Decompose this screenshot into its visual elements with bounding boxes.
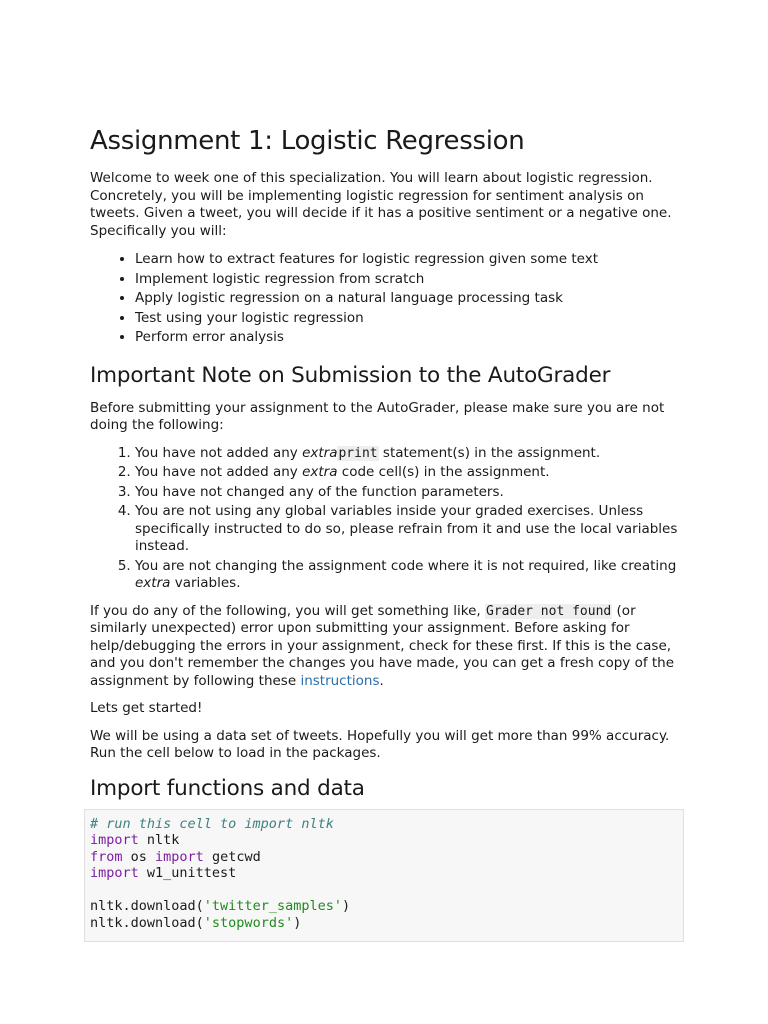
page-title: Assignment 1: Logistic Regression xyxy=(90,126,525,156)
objectives-list xyxy=(90,250,684,348)
list-item: 3. You have not changed any of the function parameters. xyxy=(135,484,684,502)
submission-note-intro: Before submitting your assignment to the AutoGrader, please make sure you are not doing the following: xyxy=(90,399,665,433)
code-blank-line xyxy=(90,882,678,899)
list-item: • Perform error analysis xyxy=(135,328,684,348)
list-item: • Learn how to extract features for logistic regression given some text xyxy=(135,250,684,270)
code-comment: # run this cell to import nltk xyxy=(90,815,334,832)
list-item: • Apply logistic regression on a natural language processing task xyxy=(135,289,684,309)
code-line: nltk.download('twitter_samples') xyxy=(90,898,351,914)
lets-get-started-text: Lets get started! xyxy=(90,700,203,716)
code-line: from os import getcwd xyxy=(90,848,261,865)
dataset-paragraph: We will be using a data set of tweets. Hopefully you will get more than 99% accuracy. Run the cell below to load in the packages. xyxy=(90,727,670,761)
rules-list xyxy=(90,445,684,593)
code-cell[interactable] xyxy=(84,809,684,943)
list-item: 4. You are not using any global variables inside your graded exercises. Unless specifically instructed to do so, please refrain from it and use the local variables instead. xyxy=(135,503,684,556)
list-item: 1. You have not added any extraprint statement(s) in the assignment. xyxy=(135,445,684,463)
inline-code: Grader not found xyxy=(486,603,612,619)
list-item: 5. You are not changing the assignment code where it is not required, like creating extra variables. xyxy=(135,558,684,593)
instructions-link[interactable]: instructions xyxy=(300,672,380,689)
import-heading: Import functions and data xyxy=(90,775,365,801)
inline-code: print xyxy=(338,445,378,461)
submission-note-heading: Important Note on Submission to the AutoGrader xyxy=(90,362,611,388)
code-line: nltk.download('stopwords') xyxy=(90,914,302,931)
code-line: import w1_unittest xyxy=(90,865,237,881)
list-item: • Test using your logistic regression xyxy=(135,309,684,329)
warning-paragraph: If you do any of the following, you will get something like, Grader not found (or similarly unexpected) error upon submitting your assignment. Before asking for help/debugging the errors in your assignment, check for these first. If this is the case, and you don't remember the changes you have made, you can get a fresh copy of the assignment by following these instructions. xyxy=(90,602,675,689)
list-item: • Implement logistic regression from scratch xyxy=(135,270,684,290)
code-line: import nltk xyxy=(90,832,180,848)
list-item: 2. You have not added any extra code cell(s) in the assignment. xyxy=(135,464,684,482)
intro-paragraph: Welcome to week one of this specialization. You will learn about logistic regression. Concretely, you will be implementing logistic regression for sentiment analysis on tweets. Given a tweet, you will decide if it has a positive sentiment or a negative one. Specifically you will: xyxy=(90,170,672,239)
